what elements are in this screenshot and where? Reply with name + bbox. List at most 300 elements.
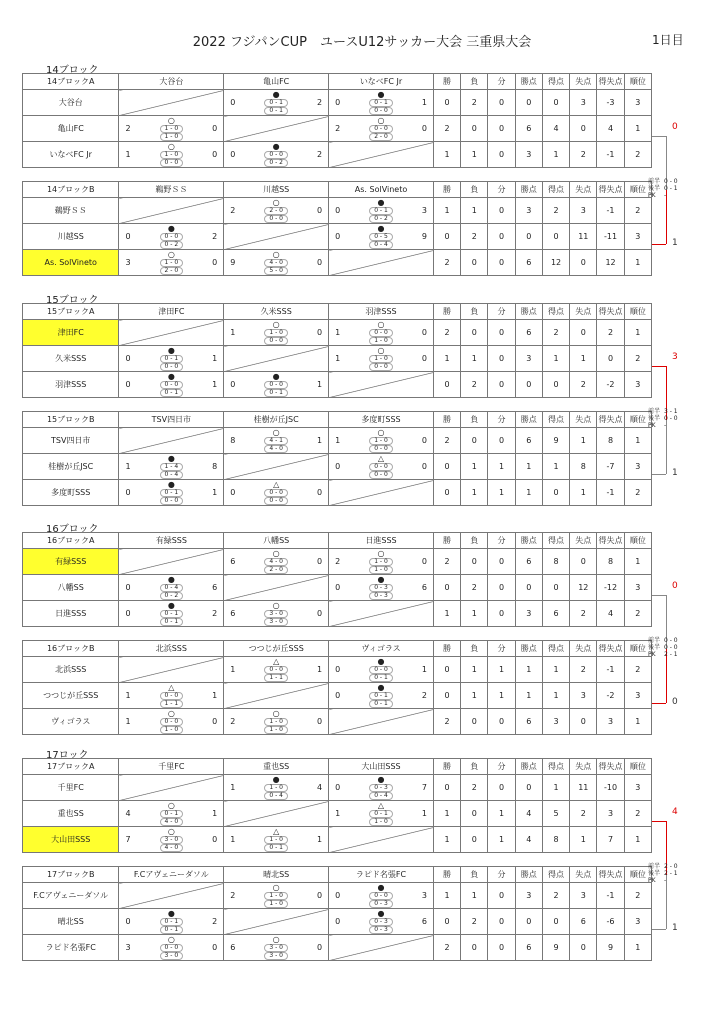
stat-cell: -11	[597, 224, 624, 250]
half-score-1: 4 - 0	[264, 259, 288, 267]
stat-cell: 1	[488, 454, 515, 480]
score-right: 1	[316, 835, 323, 844]
half-score-2: 0 - 2	[160, 592, 184, 600]
stat-header: 得失点	[597, 304, 624, 320]
half-score-2: 0 - 4	[369, 241, 393, 249]
score-right: 0	[316, 891, 323, 900]
table-row	[23, 428, 652, 454]
stat-cell: 1	[542, 454, 569, 480]
result-mark: ○	[377, 345, 385, 355]
half-score-1: 0 - 0	[369, 892, 393, 900]
diagonal-cell	[119, 90, 224, 116]
stat-cell: 1	[433, 346, 460, 372]
stat-cell: 0	[488, 116, 515, 142]
half-score-1: 0 - 3	[369, 784, 393, 792]
diagonal-cell	[224, 224, 329, 250]
diagonal-cell	[119, 775, 224, 801]
half-score-2: 2 - 0	[369, 133, 393, 141]
diagonal-cell	[119, 428, 224, 454]
diagonal-cell	[329, 372, 434, 398]
score-left: 0	[335, 462, 341, 471]
score-left: 2	[230, 206, 236, 215]
stat-cell: 8	[542, 827, 569, 853]
half-score: 2 - 0	[664, 863, 678, 870]
stat-cell: 0	[433, 775, 460, 801]
stat-cell: -2	[597, 683, 624, 709]
match-cell	[119, 480, 224, 506]
stat-header: 順位	[624, 412, 651, 428]
match-cell	[224, 601, 329, 627]
score-right: 0	[212, 835, 218, 844]
half-label: 後半	[648, 644, 661, 651]
stat-cell: 2	[461, 575, 488, 601]
result-mark: △	[273, 656, 280, 666]
half-score-2: 1 - 0	[369, 566, 393, 574]
score-right: 2	[316, 98, 323, 107]
opponent-header: As. SolVineto	[329, 182, 434, 198]
final-score-top: 4	[672, 806, 678, 817]
score-left: 0	[335, 232, 341, 241]
stat-header: 順位	[624, 182, 651, 198]
stat-cell: 2	[570, 372, 597, 398]
half-score-2: 0 - 4	[369, 792, 393, 800]
half-score-1: 0 - 0	[160, 233, 184, 241]
half-score-1: 1 - 0	[264, 892, 288, 900]
stat-cell: 0	[570, 709, 597, 735]
result-mark: ●	[377, 223, 385, 233]
stat-cell: -1	[597, 142, 624, 168]
score-right: 1	[316, 380, 323, 389]
final-score-bottom: 1	[672, 237, 678, 248]
score-right: 6	[421, 917, 427, 926]
final-half-scores	[648, 863, 678, 884]
score-left: 1	[335, 328, 341, 337]
stat-cell: 3	[624, 90, 651, 116]
score-right: 0	[421, 354, 427, 363]
stat-header: 得失点	[597, 867, 624, 883]
stat-cell: 0	[597, 346, 624, 372]
team-name: 北浜SSS	[23, 657, 119, 683]
result-mark: ○	[272, 197, 280, 207]
stat-cell: 5	[542, 801, 569, 827]
league-label: 14ブロックA	[23, 74, 119, 90]
half-score-1: 1 - 0	[264, 784, 288, 792]
score-left: 1	[230, 835, 236, 844]
score-left: 2	[335, 557, 341, 566]
stat-cell: 2	[461, 90, 488, 116]
result-mark: △	[377, 453, 385, 463]
score-right: 0	[421, 436, 427, 445]
stat-header: 負	[461, 641, 488, 657]
stat-cell: 3	[624, 909, 651, 935]
half-score-2: 0 - 0	[369, 363, 393, 371]
stat-cell: 2	[433, 320, 460, 346]
stat-cell: 0	[488, 428, 515, 454]
table-row	[23, 827, 652, 853]
stat-cell: 1	[488, 657, 515, 683]
match-cell	[224, 320, 329, 346]
stat-cell: 0	[570, 116, 597, 142]
result-mark: ●	[377, 89, 385, 99]
stat-cell: 1	[624, 250, 651, 276]
match-cell	[119, 575, 224, 601]
stat-cell: 2	[433, 549, 460, 575]
opponent-header: 北浜SSS	[119, 641, 224, 657]
score-left: 0	[335, 691, 341, 700]
team-name: ラピド名張FC	[23, 935, 119, 961]
league-table	[22, 866, 652, 961]
stat-cell: 0	[515, 372, 542, 398]
bracket-line	[652, 821, 666, 822]
score-left: 0	[335, 891, 341, 900]
stat-header: 負	[461, 304, 488, 320]
stat-cell: 0	[461, 827, 488, 853]
half-score-1: 0 - 4	[160, 584, 184, 592]
match-cell	[224, 198, 329, 224]
stat-cell: 1	[515, 454, 542, 480]
half-score-1: 0 - 0	[369, 666, 393, 674]
stat-cell: 6	[515, 935, 542, 961]
half-score-1: 0 - 1	[369, 692, 393, 700]
diagonal-cell	[329, 709, 434, 735]
stat-cell: 0	[488, 883, 515, 909]
result-mark: ●	[377, 774, 385, 784]
match-cell	[224, 90, 329, 116]
stat-header: 順位	[624, 533, 651, 549]
table-row	[23, 683, 652, 709]
stat-cell: 0	[461, 250, 488, 276]
half-score: -	[664, 192, 667, 199]
stat-cell: 2	[624, 480, 651, 506]
result-mark: ○	[272, 708, 280, 718]
stat-header: 失点	[570, 641, 597, 657]
diagonal-cell	[119, 320, 224, 346]
half-score-2: 2 - 0	[264, 566, 288, 574]
score-left: 0	[125, 232, 131, 241]
stat-header: 分	[488, 867, 515, 883]
stat-cell: 1	[461, 142, 488, 168]
score-left: 2	[230, 717, 236, 726]
final-score-bottom: 1	[672, 922, 678, 933]
diagonal-cell	[119, 549, 224, 575]
stat-cell: 0	[433, 683, 460, 709]
score-left: 1	[230, 783, 236, 792]
half-label: 前半	[648, 863, 661, 870]
half-score-2: 0 - 0	[369, 445, 393, 453]
header-row	[23, 412, 652, 428]
score-right: 6	[212, 583, 218, 592]
block-title: 16ブロック	[46, 524, 99, 535]
half-score-1: 3 - 0	[160, 836, 184, 844]
result-mark: ○	[272, 600, 280, 610]
stat-header: 得点	[542, 74, 569, 90]
half-score-2: 0 - 1	[160, 389, 184, 397]
half-score-1: 0 - 0	[160, 692, 184, 700]
stat-cell: 0	[461, 116, 488, 142]
diagonal-cell	[224, 454, 329, 480]
score-right: 0	[316, 717, 323, 726]
stat-cell: 1	[488, 801, 515, 827]
stat-cell: 0	[515, 575, 542, 601]
opponent-header: つつじが丘SSS	[224, 641, 329, 657]
table-row	[23, 909, 652, 935]
stat-cell: 0	[515, 90, 542, 116]
half-score-2: 0 - 1	[160, 618, 184, 626]
stat-cell: 6	[515, 428, 542, 454]
half-score-1: 1 - 0	[160, 259, 184, 267]
result-mark: ●	[272, 89, 280, 99]
half-label: PK	[648, 422, 656, 429]
stat-cell: 0	[433, 454, 460, 480]
stat-header: 順位	[624, 641, 651, 657]
stat-cell: 1	[515, 683, 542, 709]
stat-cell: 0	[570, 250, 597, 276]
half-score-1: 0 - 1	[160, 489, 184, 497]
stat-cell: 0	[433, 90, 460, 116]
stat-cell: 0	[488, 709, 515, 735]
stat-cell: 1	[461, 480, 488, 506]
header-row	[23, 533, 652, 549]
score-right: 2	[316, 150, 323, 159]
stat-cell: 2	[624, 601, 651, 627]
result-mark: ○	[377, 319, 385, 329]
stat-cell: -1	[597, 480, 624, 506]
score-left: 4	[125, 809, 131, 818]
score-right: 1	[421, 665, 427, 674]
stat-cell: 0	[488, 142, 515, 168]
stat-cell: 2	[597, 320, 624, 346]
half-score-2: 4 - 0	[264, 445, 288, 453]
half-score-2: 0 - 3	[369, 926, 393, 934]
half-score-1: 1 - 0	[369, 558, 393, 566]
page-title: 2022 フジパンCUP ユースU12サッカー大会 三重県大会	[192, 35, 532, 50]
opponent-header: 千里FC	[119, 759, 224, 775]
half-label: 後半	[648, 870, 661, 877]
result-mark: ○	[272, 427, 280, 437]
opponent-header: 鵜野ＳＳ	[119, 182, 224, 198]
stat-header: 失点	[570, 867, 597, 883]
result-mark: ●	[272, 141, 280, 151]
stat-cell: -3	[597, 90, 624, 116]
half-score-2: 1 - 0	[264, 726, 288, 734]
table-row	[23, 372, 652, 398]
stat-cell: 3	[624, 372, 651, 398]
half-score-1: 0 - 3	[369, 918, 393, 926]
score-left: 0	[125, 380, 131, 389]
result-mark: ●	[272, 371, 280, 381]
bracket-line	[652, 929, 666, 930]
team-name: 八幡SS	[23, 575, 119, 601]
diagonal-cell	[119, 198, 224, 224]
stat-header: 勝	[433, 304, 460, 320]
stat-cell: 0	[433, 575, 460, 601]
stat-cell: 1	[624, 428, 651, 454]
half-score: 0 - 0	[664, 644, 678, 651]
stat-cell: 1	[461, 346, 488, 372]
stat-cell: 9	[542, 428, 569, 454]
stat-cell: 6	[542, 601, 569, 627]
stat-cell: 2	[570, 142, 597, 168]
stat-cell: 11	[570, 224, 597, 250]
opponent-header: 八幡SS	[224, 533, 329, 549]
half-score-2: 0 - 0	[264, 215, 288, 223]
match-cell	[329, 775, 434, 801]
half-score: 0 - 0	[664, 178, 678, 185]
diagonal-cell	[224, 801, 329, 827]
league-label: 17ブロックB	[23, 867, 119, 883]
team-name: 久米SSS	[23, 346, 119, 372]
stat-header: 得点	[542, 182, 569, 198]
score-left: 8	[230, 436, 236, 445]
result-mark: ○	[272, 249, 280, 259]
result-mark: ○	[167, 115, 175, 125]
stat-cell: 2	[624, 346, 651, 372]
half-score-2: 0 - 0	[160, 497, 184, 505]
header-row	[23, 182, 652, 198]
half-score: 0 - 0	[664, 415, 678, 422]
half-score: 2 - 1	[664, 651, 678, 658]
stat-cell: 0	[488, 198, 515, 224]
result-mark: ●	[167, 479, 175, 489]
league-label: 15ブロックA	[23, 304, 119, 320]
match-cell	[329, 801, 434, 827]
stat-cell: 1	[624, 116, 651, 142]
stat-cell: 2	[433, 428, 460, 454]
team-name: 重也SS	[23, 801, 119, 827]
score-left: 0	[335, 98, 341, 107]
opponent-header: F.Cアヴェニーダソル	[119, 867, 224, 883]
score-right: 1	[212, 691, 218, 700]
half-score-2: 0 - 1	[369, 674, 393, 682]
stat-cell: 3	[624, 454, 651, 480]
stat-header: 失点	[570, 304, 597, 320]
opponent-header: いなべFC Jr	[329, 74, 434, 90]
table-row	[23, 480, 652, 506]
stat-cell: 0	[488, 346, 515, 372]
half-score-2: 3 - 0	[264, 618, 288, 626]
score-right: 2	[421, 691, 427, 700]
stat-header: 勝	[433, 641, 460, 657]
match-cell	[119, 683, 224, 709]
stat-cell: 1	[461, 198, 488, 224]
team-name: いなべFC Jr	[23, 142, 119, 168]
score-right: 9	[421, 232, 427, 241]
stat-cell: 0	[515, 909, 542, 935]
stat-cell: 2	[624, 883, 651, 909]
stat-cell: 0	[461, 428, 488, 454]
stat-header: 勝点	[515, 412, 542, 428]
opponent-header: ヴィゴラス	[329, 641, 434, 657]
stat-cell: 1	[570, 428, 597, 454]
stat-cell: 9	[597, 935, 624, 961]
team-name: 大谷台	[23, 90, 119, 116]
stat-cell: 4	[597, 601, 624, 627]
match-cell	[329, 116, 434, 142]
score-left: 0	[335, 783, 341, 792]
match-cell	[224, 775, 329, 801]
half-score-2: 0 - 0	[264, 337, 288, 345]
match-cell	[329, 883, 434, 909]
team-name: ヴィゴラス	[23, 709, 119, 735]
league-label: 17ブロックA	[23, 759, 119, 775]
score-left: 1	[335, 809, 341, 818]
half-score-1: 0 - 0	[160, 718, 184, 726]
half-score: 2 - 1	[664, 870, 678, 877]
half-score-1: 1 - 0	[264, 836, 288, 844]
team-name: As. SolVineto	[23, 250, 119, 276]
result-mark: △	[377, 800, 385, 810]
match-cell	[119, 250, 224, 276]
half-label: 後半	[648, 415, 661, 422]
block-title: 15ブロック	[46, 295, 99, 306]
score-left: 1	[125, 717, 131, 726]
match-cell	[119, 454, 224, 480]
score-right: 2	[212, 609, 218, 618]
league-table	[22, 303, 652, 398]
stat-cell: 2	[570, 801, 597, 827]
final-score-top: 0	[672, 121, 678, 132]
stat-cell: 3	[570, 90, 597, 116]
score-left: 3	[125, 943, 131, 952]
half-score-1: 0 - 1	[160, 810, 184, 818]
half-score-2: 0 - 3	[369, 900, 393, 908]
stat-cell: 1	[461, 601, 488, 627]
stat-header: 負	[461, 182, 488, 198]
stat-cell: 3	[624, 775, 651, 801]
stat-cell: -2	[597, 372, 624, 398]
opponent-header: 川越SS	[224, 182, 329, 198]
table-row	[23, 346, 652, 372]
half-score-2: 0 - 1	[264, 107, 288, 115]
stat-cell: -1	[597, 883, 624, 909]
final-score-top: 3	[672, 351, 678, 362]
stat-header: 勝	[433, 867, 460, 883]
stat-header: 失点	[570, 412, 597, 428]
match-cell	[119, 827, 224, 853]
match-cell	[329, 346, 434, 372]
team-name: 羽津SSS	[23, 372, 119, 398]
opponent-header: 大谷台	[119, 74, 224, 90]
score-right: 0	[316, 609, 323, 618]
stat-cell: 0	[542, 575, 569, 601]
stat-header: 勝点	[515, 759, 542, 775]
stat-header: 失点	[570, 533, 597, 549]
result-mark: ●	[377, 656, 385, 666]
stat-cell: 1	[624, 827, 651, 853]
stat-cell: 2	[461, 775, 488, 801]
score-left: 0	[230, 150, 236, 159]
score-left: 2	[230, 891, 236, 900]
result-mark: ○	[272, 548, 280, 558]
stat-cell: 1	[542, 657, 569, 683]
team-name: 有緑SSS	[23, 549, 119, 575]
stat-header: 得点	[542, 867, 569, 883]
opponent-header: 桂樹が丘JSC	[224, 412, 329, 428]
half-score-1: 0 - 0	[264, 666, 288, 674]
stat-cell: 1	[542, 775, 569, 801]
league-label: 16ブロックA	[23, 533, 119, 549]
stat-cell: 3	[624, 224, 651, 250]
score-left: 0	[125, 583, 131, 592]
half-score-2: 0 - 2	[369, 215, 393, 223]
stat-header: 負	[461, 412, 488, 428]
diagonal-cell	[329, 142, 434, 168]
half-score-1: 0 - 0	[264, 151, 288, 159]
score-left: 0	[230, 488, 236, 497]
team-name: 亀山FC	[23, 116, 119, 142]
stat-cell: 0	[461, 549, 488, 575]
table-row	[23, 320, 652, 346]
